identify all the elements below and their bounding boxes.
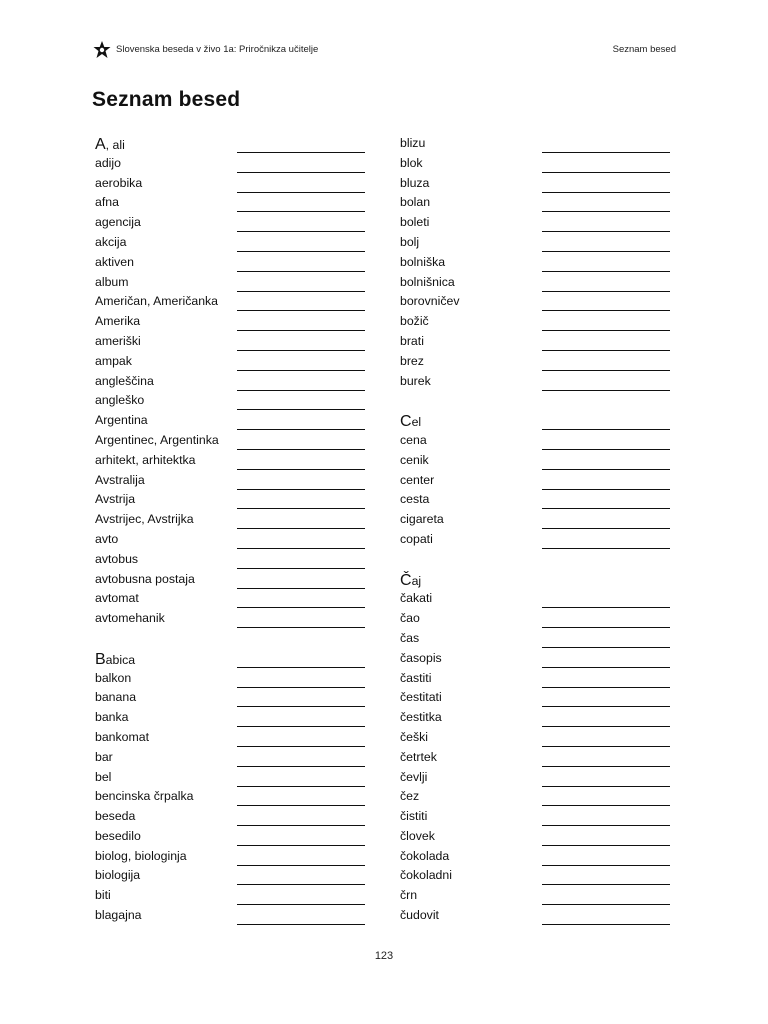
word-entry [400,572,421,590]
word-entry: bar [95,749,113,764]
word-row [400,669,674,689]
word-row [95,768,369,788]
word-entry: čistiti [400,809,428,824]
word-row [95,550,369,570]
word-entry: bolniška [400,254,446,269]
word-row [95,570,369,590]
page-header [92,40,676,60]
word-entry: božič [400,314,429,329]
word-entry: človek [400,828,435,843]
page-title: Seznam besed [92,88,241,111]
word-entry: čao [400,611,420,626]
word-entry: čestitati [400,690,442,705]
word-row [95,728,369,748]
word-entry: biti [95,888,111,903]
word-entry: blagajna [95,908,142,923]
word-row [95,292,369,312]
word-row [95,431,369,451]
word-entry: burek [400,373,431,388]
section-first-word-rest: abica [105,652,136,667]
word-entry: ampak [95,353,132,368]
word-entry: Avstrija [95,492,136,507]
word-row [400,589,674,609]
word-entry: čudovit [400,908,439,923]
word-row [95,609,369,629]
word-entry: biologija [95,868,141,883]
word-row [400,728,674,748]
word-entry: aktiven [95,254,134,269]
word-entry: brati [400,333,424,348]
word-row [400,807,674,827]
word-entry: album [95,274,129,289]
word-entry: blok [400,155,423,170]
word-entry: čevlji [400,769,428,784]
word-row [400,411,674,431]
word-row [400,312,674,332]
word-entry: Argentina [95,413,148,428]
word-entry: bolnišnica [400,274,455,289]
word-row [95,332,369,352]
word-row [95,471,369,491]
word-entry: cena [400,432,427,447]
word-entry: angleško [95,393,145,408]
word-list-right-column [400,134,674,926]
word-entry: avtobusna postaja [95,571,195,586]
word-row [95,748,369,768]
answer-blank-line[interactable] [542,548,670,549]
word-entry: brez [400,353,424,368]
word-row [95,669,369,689]
word-row [400,451,674,471]
word-row [400,213,674,233]
section-gap [400,391,674,411]
page-number: 123 [374,950,394,962]
word-entry: čas [400,630,420,645]
word-entry: balkon [95,670,132,685]
word-entry: avtomat [95,591,139,606]
section-first-word-rest: aj [411,573,422,588]
word-row [400,748,674,768]
word-entry: bolj [400,234,420,249]
section-initial-letter: A [95,136,106,153]
word-row [95,490,369,510]
word-entry: bankomat [95,729,150,744]
word-entry: banana [95,690,137,705]
word-row [400,292,674,312]
word-row [400,193,674,213]
word-row [95,193,369,213]
word-row [95,312,369,332]
word-row [400,471,674,491]
word-row [95,886,369,906]
word-entry: avto [95,531,119,546]
word-row [400,609,674,629]
word-row [95,154,369,174]
word-row [400,253,674,273]
word-entry: avtomehanik [95,611,165,626]
word-entry: cigareta [400,512,444,527]
word-row [400,886,674,906]
word-row [95,906,369,926]
word-row [400,866,674,886]
word-entry: časopis [400,650,442,665]
word-row [400,906,674,926]
word-row [400,352,674,372]
word-entry: angleščina [95,373,154,388]
word-row [95,530,369,550]
word-row [95,213,369,233]
word-row [95,253,369,273]
word-row [400,174,674,194]
word-entry: Avstralija [95,472,145,487]
word-row [95,451,369,471]
word-entry: akcija [95,234,127,249]
word-entry: arhitekt, arhitektka [95,452,196,467]
section-first-word-rest: el [411,415,422,430]
word-entry: Argentinec, Argentinka [95,432,219,447]
word-row [400,629,674,649]
word-row [95,688,369,708]
word-row [400,332,674,352]
word-row [95,411,369,431]
word-row [400,233,674,253]
word-entry: cesta [400,492,430,507]
answer-blank-line[interactable] [237,627,365,628]
answer-blank-line[interactable] [542,924,670,925]
word-entry: blizu [400,136,426,150]
word-row [400,768,674,788]
word-entry: biolog, biologinja [95,848,187,863]
word-list-left-column [95,134,369,926]
word-row [400,154,674,174]
word-row [95,807,369,827]
word-row [95,134,369,154]
word-row [400,134,674,154]
word-row [95,708,369,728]
word-row [400,273,674,293]
word-row [400,827,674,847]
answer-blank-line[interactable] [542,390,670,391]
section-first-word-rest: , ali [105,138,125,152]
word-entry: boleti [400,215,430,230]
word-row [400,708,674,728]
word-row [95,352,369,372]
word-entry [95,651,135,669]
word-entry: čakati [400,591,433,606]
word-entry: čokoladni [400,868,452,883]
word-row [95,174,369,194]
word-entry: čestitka [400,710,442,725]
word-entry: aerobika [95,175,143,190]
section-gap [400,550,674,570]
star-logo-icon [92,40,112,60]
word-row [95,847,369,867]
word-row [400,688,674,708]
word-entry: Amerika [95,314,141,329]
word-row [400,510,674,530]
section-initial-letter: C [400,413,412,431]
word-row [95,649,369,669]
word-row [95,866,369,886]
word-entry: častiti [400,670,432,685]
section-initial-letter: B [95,650,106,668]
word-entry: cenik [400,452,429,467]
word-row [95,787,369,807]
word-entry: agencija [95,215,141,230]
word-entry: adijo [95,155,121,170]
header-book-title: Slovenska beseda v živo 1a: Priročnikza učitelje [116,44,319,55]
word-entry: avtobus [95,551,139,566]
word-row [95,372,369,392]
word-entry: črn [400,888,418,903]
word-entry: center [400,472,435,487]
word-entry: beseda [95,809,136,824]
word-entry: čokolada [400,848,450,863]
word-entry: besedilo [95,828,141,843]
word-row [95,391,369,411]
word-entry [95,136,125,154]
word-entry: ameriški [95,333,141,348]
word-row [95,589,369,609]
word-entry: borovničev [400,294,460,309]
word-entry: Američan, Američanka [95,294,219,309]
section-initial-letter: Č [400,571,412,589]
word-entry: bel [95,769,112,784]
word-row [400,431,674,451]
word-row [400,372,674,392]
word-entry [400,413,421,431]
word-row [95,827,369,847]
word-entry: bencinska črpalka [95,789,194,804]
word-entry: banka [95,710,129,725]
word-entry: Avstrijec, Avstrijka [95,512,194,527]
section-gap [95,629,369,649]
word-entry: četrtek [400,749,437,764]
word-row [95,273,369,293]
word-row [400,490,674,510]
header-section-title: Seznam besed [612,44,676,55]
word-row [400,649,674,669]
word-entry: čez [400,789,420,804]
answer-blank-line[interactable] [237,924,365,925]
word-entry: afna [95,195,119,210]
word-row [400,530,674,550]
word-row [400,787,674,807]
word-entry: bluza [400,175,430,190]
word-row [400,570,674,590]
word-entry: bolan [400,195,431,210]
word-entry: copati [400,531,433,546]
word-row [95,510,369,530]
word-row [400,847,674,867]
word-entry: češki [400,729,429,744]
word-row [95,233,369,253]
